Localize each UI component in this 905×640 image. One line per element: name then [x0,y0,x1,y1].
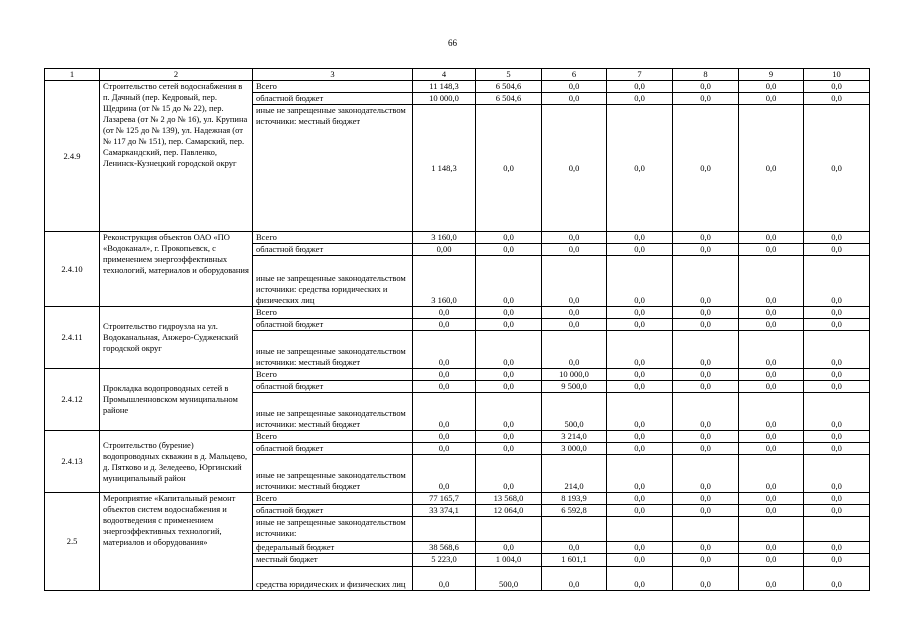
amount-cell: 0,0 [413,381,476,393]
table-row [45,431,870,443]
header-cell: 8 [673,69,739,81]
amount-cell [673,517,739,542]
amount-cell: 0,0 [739,93,804,105]
amount-cell: 0,0 [542,567,607,591]
amount-cell [739,517,804,542]
activity-name: Мероприятие «Капитальный ремонт объектов систем водоснабжения и водоотведения с применением энергоэффективных технологий, материалов и оборудования» [100,493,253,591]
funding-source-label: иные не запрещенные законодательством источники: [253,517,413,542]
amount-cell: 8 193,9 [542,493,607,505]
amount-cell: 0,0 [476,381,542,393]
amount-cell: 10 000,0 [542,369,607,381]
amount-cell: 0,0 [804,443,870,455]
amount-cell: 0,0 [739,493,804,505]
funding-source-label: областной бюджет [253,505,413,517]
amount-cell: 0,0 [804,105,870,232]
funding-source-label: областной бюджет [253,381,413,393]
header-cell: 4 [413,69,476,81]
amount-cell: 0,0 [739,319,804,331]
amount-cell: 0,0 [607,381,673,393]
header-cell: 10 [804,69,870,81]
header-cell: 6 [542,69,607,81]
amount-cell: 0,0 [413,431,476,443]
amount-cell: 0,0 [739,393,804,431]
amount-cell: 0,0 [804,319,870,331]
amount-cell: 0,0 [673,319,739,331]
amount-cell: 0,0 [673,505,739,517]
amount-cell: 0,0 [804,493,870,505]
amount-cell: 0,0 [476,443,542,455]
amount-cell [413,517,476,542]
amount-cell: 0,0 [542,93,607,105]
amount-cell: 0,0 [804,93,870,105]
amount-cell: 0,0 [804,567,870,591]
amount-cell [542,517,607,542]
header-cell: 2 [100,69,253,81]
header-cell: 7 [607,69,673,81]
amount-cell: 0,0 [476,244,542,256]
amount-cell: 3 160,0 [413,256,476,307]
activity-name: Прокладка водопроводных сетей в Промышленновском муниципальном районе [100,369,253,431]
amount-cell: 0,0 [804,81,870,93]
amount-cell: 0,0 [542,307,607,319]
header-cell: 5 [476,69,542,81]
activity-code: 2.4.12 [45,369,100,431]
funding-source-label: Всего [253,81,413,93]
amount-cell: 0,0 [607,81,673,93]
amount-cell: 0,0 [607,431,673,443]
amount-cell: 0,0 [804,455,870,493]
amount-cell [607,517,673,542]
header-cell: 9 [739,69,804,81]
amount-cell: 33 374,1 [413,505,476,517]
funding-source-label: Всего [253,232,413,244]
amount-cell: 0,0 [476,319,542,331]
amount-cell: 0,0 [607,232,673,244]
amount-cell: 0,0 [607,493,673,505]
amount-cell: 0,0 [673,554,739,567]
amount-cell: 0,0 [673,244,739,256]
amount-cell: 0,0 [607,443,673,455]
amount-cell: 0,0 [413,307,476,319]
activity-name: Строительство (бурение) водопроводных скважин в д. Мальцево, д. Пятково и д. Зеледеево, Юргинский муниципальный район [100,431,253,493]
amount-cell: 0,00 [413,244,476,256]
amount-cell: 0,0 [607,93,673,105]
amount-cell: 0,0 [804,232,870,244]
funding-source-label: средства юридических и физических лиц [253,567,413,591]
amount-cell: 1 004,0 [476,554,542,567]
amount-cell: 3 000,0 [542,443,607,455]
funding-source-label: областной бюджет [253,93,413,105]
amount-cell: 0,0 [607,369,673,381]
funding-source-label: Всего [253,369,413,381]
amount-cell: 0,0 [413,369,476,381]
amount-cell: 0,0 [739,381,804,393]
activity-code: 2.4.9 [45,81,100,232]
amount-cell: 0,0 [804,331,870,369]
amount-cell: 0,0 [804,381,870,393]
amount-cell: 0,0 [804,505,870,517]
amount-cell: 6 592,8 [542,505,607,517]
amount-cell: 0,0 [476,307,542,319]
page-number: 66 [448,38,457,48]
funding-source-label: Всего [253,431,413,443]
amount-cell: 0,0 [607,542,673,554]
activity-name: Строительство гидроузла на ул. Водоканальная, Анжеро-Судженский городской округ [100,307,253,369]
activity-code: 2.4.10 [45,232,100,307]
amount-cell: 0,0 [739,505,804,517]
amount-cell [804,517,870,542]
amount-cell: 0,0 [739,369,804,381]
funding-source-label: областной бюджет [253,319,413,331]
amount-cell [476,517,542,542]
amount-cell: 0,0 [673,232,739,244]
amount-cell: 0,0 [739,244,804,256]
amount-cell: 0,0 [607,554,673,567]
amount-cell: 0,0 [607,307,673,319]
amount-cell: 0,0 [673,331,739,369]
activity-code: 2.5 [45,493,100,591]
amount-cell: 0,0 [542,81,607,93]
table-row [45,307,870,319]
amount-cell: 0,0 [607,505,673,517]
amount-cell: 0,0 [476,256,542,307]
amount-cell: 0,0 [673,393,739,431]
funding-source-label: областной бюджет [253,443,413,455]
amount-cell: 0,0 [739,431,804,443]
amount-cell: 0,0 [739,455,804,493]
column-number-row [45,69,870,81]
amount-cell: 0,0 [673,493,739,505]
amount-cell: 0,0 [739,554,804,567]
amount-cell: 6 504,6 [476,93,542,105]
amount-cell: 0,0 [673,542,739,554]
amount-cell: 0,0 [804,542,870,554]
amount-cell: 5 223,0 [413,554,476,567]
amount-cell: 9 500,0 [542,381,607,393]
amount-cell: 6 504,6 [476,81,542,93]
amount-cell: 0,0 [673,81,739,93]
amount-cell: 0,0 [804,369,870,381]
amount-cell: 0,0 [413,331,476,369]
amount-cell: 0,0 [542,244,607,256]
amount-cell: 0,0 [542,542,607,554]
amount-cell: 0,0 [607,567,673,591]
amount-cell: 0,0 [804,431,870,443]
amount-cell: 0,0 [804,393,870,431]
amount-cell: 500,0 [476,567,542,591]
funding-source-label: областной бюджет [253,244,413,256]
funding-source-label: местный бюджет [253,554,413,567]
amount-cell: 0,0 [476,455,542,493]
header-cell: 1 [45,69,100,81]
amount-cell: 0,0 [413,393,476,431]
activity-code: 2.4.13 [45,431,100,493]
amount-cell: 0,0 [673,93,739,105]
amount-cell: 0,0 [804,244,870,256]
amount-cell: 3 214,0 [542,431,607,443]
activity-name: Строительство сетей водоснабжения в п. Дачный (пер. Кедровый, пер. Щедрина (от № 15 до № 22), пер. Лазарева (от № 2 до № 16), ул. Крупина (от № 125 до № 139), ул. Надежная (от № 117 до № 151), пер. Самарский, пер. Самаркандский, пер. Павленко, Ленинск-Кузнецкий городской округ [100,81,253,232]
amount-cell: 3 160,0 [413,232,476,244]
amount-cell: 0,0 [542,331,607,369]
amount-cell: 0,0 [476,105,542,232]
amount-cell: 0,0 [739,307,804,319]
amount-cell: 0,0 [673,105,739,232]
amount-cell: 0,0 [413,455,476,493]
amount-cell: 0,0 [673,455,739,493]
funding-source-label: Всего [253,307,413,319]
amount-cell: 0,0 [542,105,607,232]
funding-source-label: иные не запрещенные законодательством источники: местный бюджет [253,455,413,493]
amount-cell: 1 601,1 [542,554,607,567]
table-row [45,232,870,244]
amount-cell: 0,0 [739,232,804,244]
amount-cell: 0,0 [673,369,739,381]
amount-cell: 0,0 [413,567,476,591]
amount-cell: 0,0 [607,319,673,331]
funding-source-label: федеральный бюджет [253,542,413,554]
amount-cell: 11 148,3 [413,81,476,93]
amount-cell: 0,0 [739,105,804,232]
funding-source-label: иные не запрещенные законодательством источники: местный бюджет [253,393,413,431]
amount-cell: 0,0 [673,443,739,455]
amount-cell: 12 064,0 [476,505,542,517]
amount-cell: 38 568,6 [413,542,476,554]
amount-cell: 0,0 [739,331,804,369]
amount-cell: 0,0 [476,232,542,244]
amount-cell: 0,0 [542,232,607,244]
amount-cell: 214,0 [542,455,607,493]
amount-cell: 0,0 [804,554,870,567]
amount-cell: 0,0 [607,105,673,232]
amount-cell: 0,0 [607,256,673,307]
amount-cell: 0,0 [673,307,739,319]
funding-source-label: иные не запрещенные законодательством источники: местный бюджет [253,105,413,232]
amount-cell: 10 000,0 [413,93,476,105]
amount-cell: 0,0 [673,567,739,591]
amount-cell: 0,0 [413,443,476,455]
amount-cell: 0,0 [673,381,739,393]
amount-cell: 0,0 [739,567,804,591]
amount-cell: 13 568,0 [476,493,542,505]
amount-cell: 0,0 [607,455,673,493]
amount-cell: 0,0 [804,256,870,307]
amount-cell: 0,0 [739,81,804,93]
table-row [45,493,870,505]
budget-table [44,68,870,591]
amount-cell: 0,0 [607,393,673,431]
amount-cell: 0,0 [804,307,870,319]
amount-cell: 0,0 [739,542,804,554]
amount-cell: 0,0 [476,542,542,554]
amount-cell: 500,0 [542,393,607,431]
amount-cell: 77 165,7 [413,493,476,505]
amount-cell: 0,0 [673,256,739,307]
activity-name: Реконструкция объектов ОАО «ПО «Водоканал», г. Прокопьевск, с применением энергоэффективных технологий, материалов и оборудования [100,232,253,307]
amount-cell: 0,0 [413,319,476,331]
amount-cell: 0,0 [607,331,673,369]
amount-cell: 0,0 [476,369,542,381]
amount-cell: 0,0 [542,256,607,307]
amount-cell: 0,0 [476,393,542,431]
amount-cell: 0,0 [607,244,673,256]
funding-source-label: Всего [253,493,413,505]
amount-cell: 0,0 [739,256,804,307]
amount-cell: 1 148,3 [413,105,476,232]
amount-cell: 0,0 [739,443,804,455]
amount-cell: 0,0 [673,431,739,443]
funding-source-label: иные не запрещенные законодательством источники: средства юридических и физических лиц [253,256,413,307]
table-row [45,369,870,381]
amount-cell: 0,0 [476,331,542,369]
activity-code: 2.4.11 [45,307,100,369]
header-cell: 3 [253,69,413,81]
table-row [45,81,870,93]
funding-source-label: иные не запрещенные законодательством источники: местный бюджет [253,331,413,369]
amount-cell: 0,0 [476,431,542,443]
amount-cell: 0,0 [542,319,607,331]
